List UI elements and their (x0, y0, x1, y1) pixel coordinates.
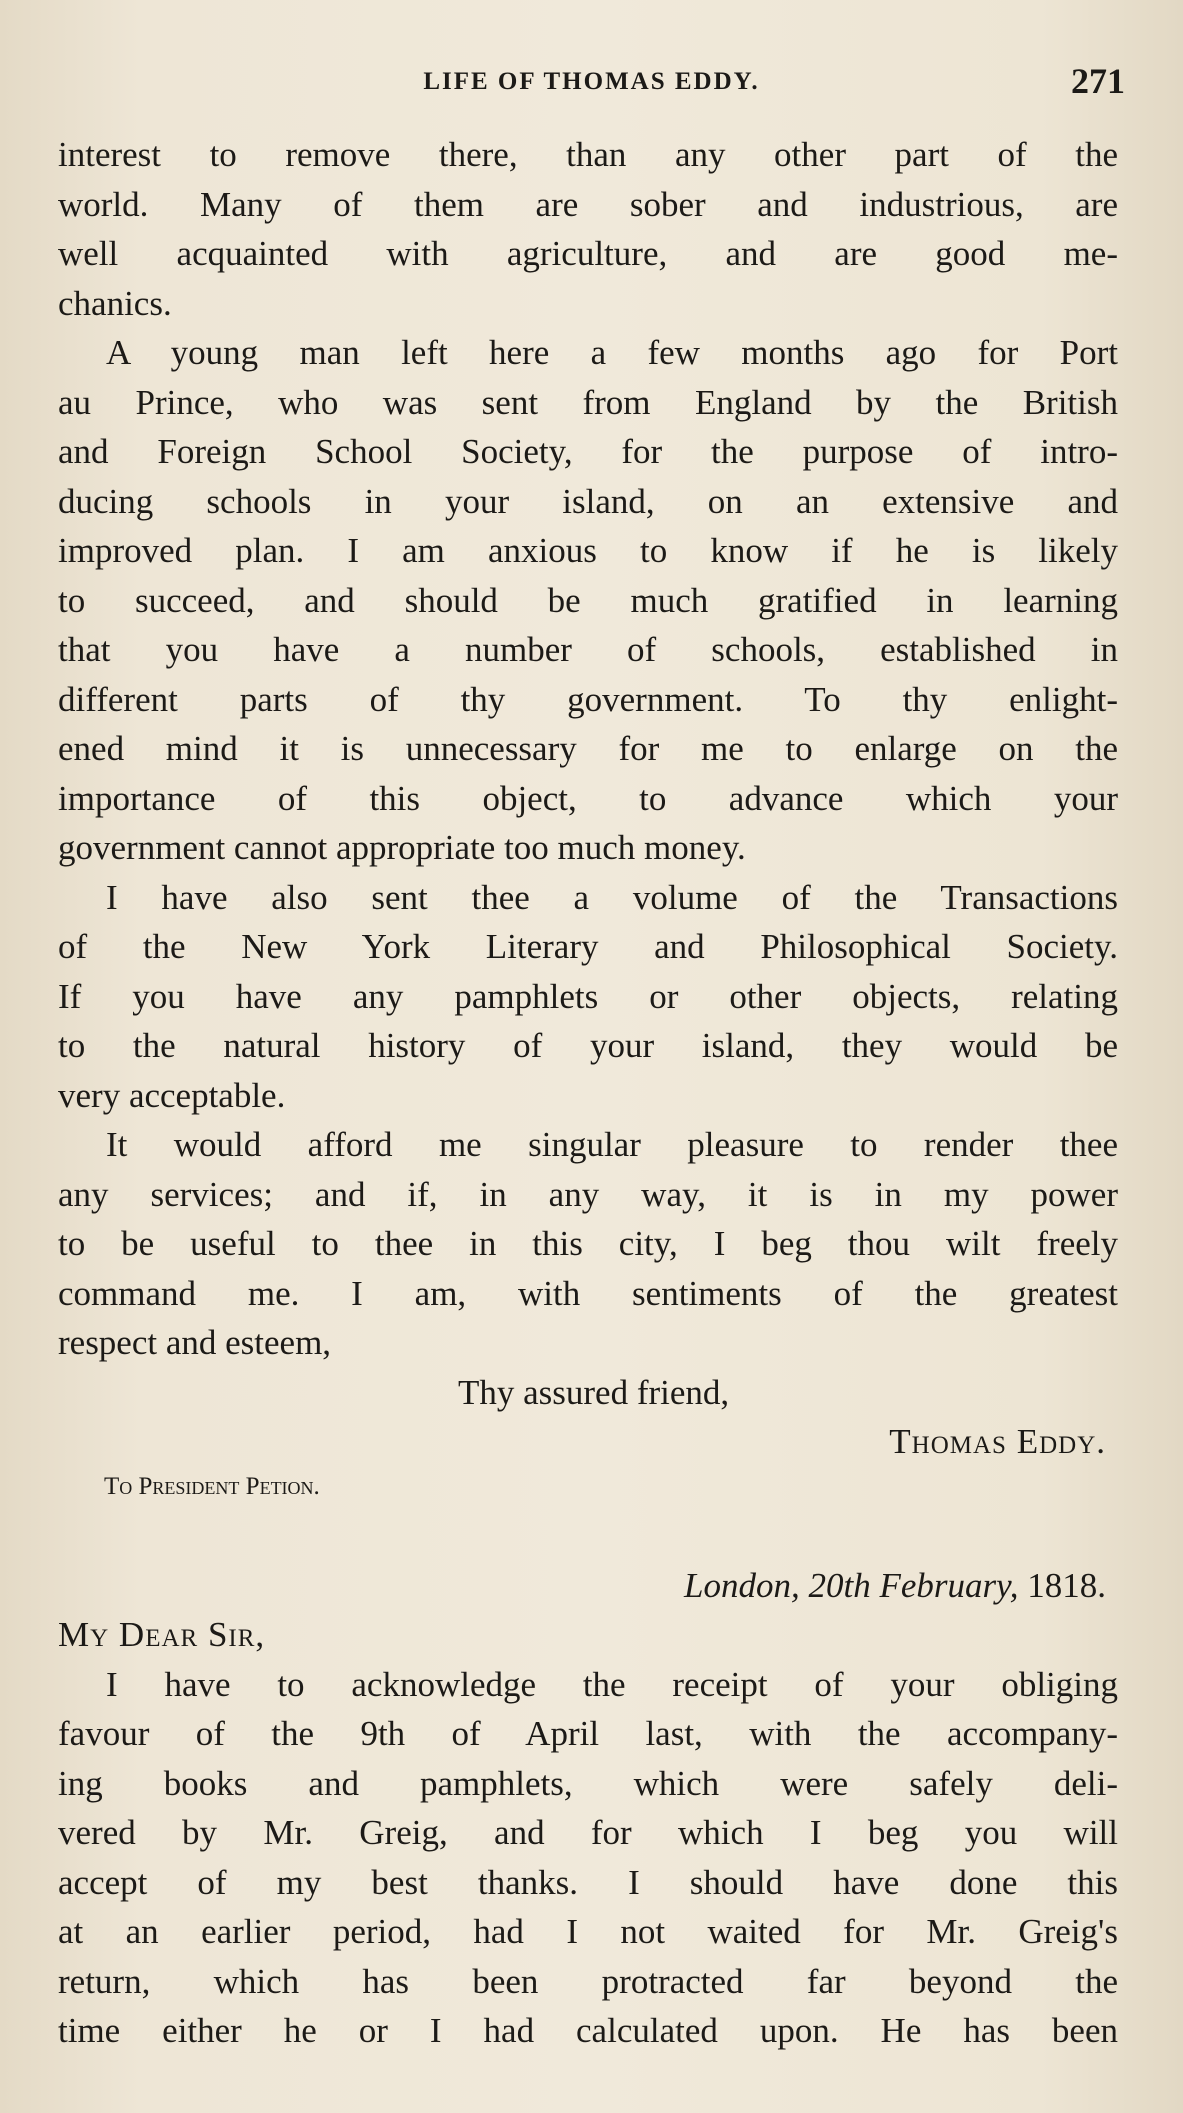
letter-addressee: To President Petion. (104, 1472, 320, 1500)
dateline-place: London, (684, 1565, 800, 1605)
text-line: to be useful to thee in this city, I beg thou wilt freely (58, 1224, 1118, 1263)
text-line: any services; and if, in any way, it is in my power (58, 1174, 1118, 1214)
letter-signature: Thomas Eddy. (889, 1422, 1106, 1461)
text-line: to succeed, and should be much gratified in learning (58, 580, 1118, 620)
dateline-year: 1818. (1027, 1565, 1106, 1605)
letter-salutation: My Dear Sir, (58, 1615, 266, 1654)
text-line: different parts of thy government. To thy enlight- (58, 679, 1118, 719)
text-line: and Foreign School Society, for the purpose of intro- (58, 432, 1118, 471)
text-line: If you have any pamphlets or other objects, relating (58, 976, 1118, 1016)
text-line: improved plan. I am anxious to know if he is likely (58, 531, 1118, 570)
text-line: of the New York Literary and Philosophical Society. (58, 927, 1118, 966)
text-line: I have to acknowledge the receipt of your obliging (106, 1664, 1118, 1704)
text-line: government cannot appropriate too much money. (58, 828, 746, 867)
text-line: at an earlier period, had I not waited for Mr. Greig's (58, 1912, 1118, 1951)
text-line: It would afford me singular pleasure to render thee (106, 1125, 1118, 1164)
page-header (58, 60, 1125, 100)
text-line: respect and esteem, (58, 1323, 332, 1362)
text-line: I have also sent thee a volume of the Transactions (106, 877, 1118, 917)
text-line: interest to remove there, than any other part of the (58, 135, 1118, 174)
letter-dateline (58, 1561, 1118, 1611)
text-line: world. Many of them are sober and industrious, are (58, 184, 1118, 224)
text-line: command me. I am, with sentiments of the greatest (58, 1273, 1118, 1313)
section-spacer (58, 1511, 1118, 1561)
text-line: ing books and pamphlets, which were safely deli- (58, 1763, 1118, 1803)
dateline-day: 20th February, (808, 1565, 1019, 1605)
text-line: accept of my best thanks. I should have done this (58, 1862, 1118, 1902)
text-line: ducing schools in your island, on an extensive and (58, 481, 1118, 521)
text-line: well acquainted with agriculture, and are good me- (58, 234, 1118, 273)
text-line: au Prince, who was sent from England by the British (58, 382, 1118, 422)
text-line: A young man left here a few months ago for Port (106, 333, 1118, 372)
text-line: importance of this object, to advance which your (58, 778, 1118, 818)
text-line: favour of the 9th of April last, with the accompany- (58, 1714, 1118, 1753)
text-line: vered by Mr. Greig, and for which I beg you will (58, 1813, 1118, 1852)
text-line: chanics. (58, 283, 172, 323)
text-line: return, which has been protracted far beyond the (58, 1961, 1118, 2001)
text-line: time either he or I had calculated upon. He has been (58, 2011, 1118, 2050)
text-line: ened mind it is unnecessary for me to enlarge on the (58, 729, 1118, 768)
text-line: to the natural history of your island, they would be (58, 1026, 1118, 1065)
text-line: that you have a number of schools, established in (58, 630, 1118, 669)
running-head: LIFE OF THOMAS EDDY. (423, 68, 760, 95)
letter-closing: Thy assured friend, (458, 1372, 730, 1412)
page-body (58, 130, 1118, 2056)
text-line: very acceptable. (58, 1075, 286, 1115)
page-number: 271 (1071, 61, 1125, 101)
